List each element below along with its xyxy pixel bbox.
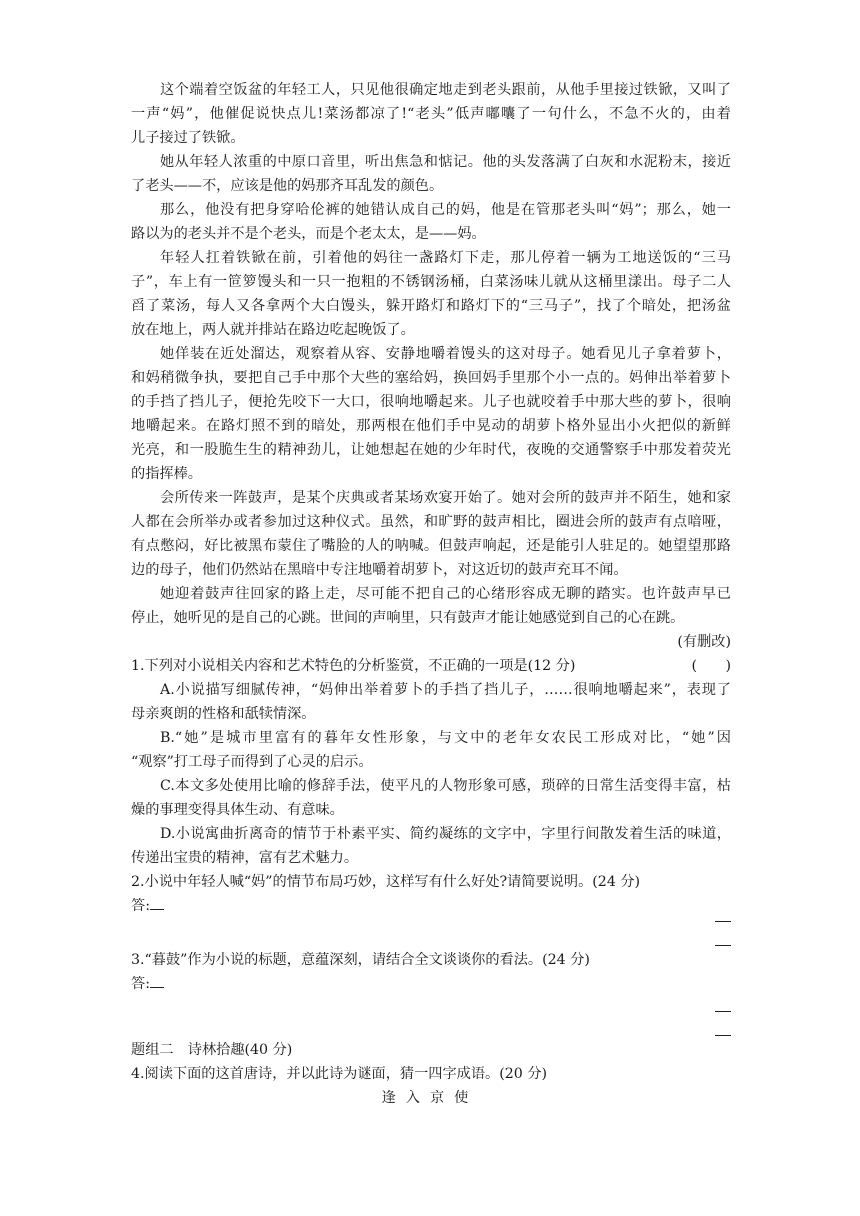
option-d-cont: 传递出宝贵的精神，富有艺术魅力。 bbox=[131, 850, 359, 866]
answer-line[interactable] bbox=[715, 999, 731, 1012]
story-line: 停止，她听见的是自己的心跳。世间的声响里，只有鼓声才能让她感觉到自己的心在跳。 bbox=[131, 610, 685, 626]
story-line: 的手挡了挡儿子，便抢先咬下一大口，很响地嚼起来。儿子也就咬着手中那大些的萝卜，很响 bbox=[131, 394, 731, 410]
story-line: 和妈稍微争执，要把自己手中那个大些的塞给妈，换回妈手里那个小一点的。妈伸出举着萝卜 bbox=[131, 370, 731, 386]
story-line: 有点憋闷，好比被黑布蒙住了嘴脸的人的呐喊。但鼓声响起，还是能引人驻足的。她望望那路 bbox=[131, 538, 731, 554]
option-a[interactable]: A.小说描写细腻传神，“妈伸出举着萝卜的手挡了挡儿子，……很响地嚼起来”，表现了 bbox=[160, 682, 731, 698]
story-line: 子”，车上有一笸箩馒头和一只一抱粗的不锈钢汤桶，白菜汤味儿就从这桶里漾出。母子二人 bbox=[131, 274, 731, 290]
story-line: 的指挥棒。 bbox=[131, 466, 202, 482]
option-a-cont: 母亲爽朗的性格和舐犊情深。 bbox=[131, 706, 316, 722]
question-1-text: 1.下列对小说相关内容和艺术特色的分析鉴赏，不正确的一项是(12 分) bbox=[131, 658, 576, 674]
option-b-cont: “观察”打工母子而得到了心灵的启示。 bbox=[131, 754, 373, 770]
answer-label: 答: bbox=[131, 898, 150, 914]
source-note: (有删改) bbox=[677, 634, 731, 650]
story-line: 她迎着鼓声往回家的路上走，尽可能不把自己的心绪形容成无聊的踏实。也许鼓声早已 bbox=[160, 586, 731, 602]
story-line: 那么，他没有把身穿哈伦裤的她错认成自己的妈，他是在管那老头叫“妈”；那么，她一 bbox=[160, 202, 731, 218]
story-line: 光亮，和一股脆生生的精神劲儿，让她想起在她的少年时代，夜晚的交通警察手中那发着荧光 bbox=[131, 442, 731, 458]
story-line: 路以为的老头并不是个老头，而是个老太太，是——妈。 bbox=[131, 226, 486, 242]
question-2-answer bbox=[131, 894, 731, 918]
option-b[interactable]: B.“她”是城市里富有的暮年女性形象，与文中的老年女农民工形成对比，“她”因 bbox=[160, 730, 731, 746]
story-line: 人都在会所举办或者参加过这种仪式。虽然，和旷野的鼓声相比，圈进会所的鼓声有点喑哑， bbox=[131, 514, 731, 530]
answer-blank[interactable] bbox=[150, 897, 164, 910]
story-line: 了老头——不，应该是他的妈那齐耳乱发的颜色。 bbox=[131, 178, 444, 194]
answer-line[interactable] bbox=[715, 933, 731, 946]
answer-blank[interactable] bbox=[150, 975, 164, 988]
answer-label: 答: bbox=[131, 976, 150, 992]
question-4-stem: 4.阅读下面的这首唐诗，并以此诗为谜面，猜一四字成语。(20 分) bbox=[131, 1066, 548, 1082]
story-line: 一声“妈”，他催促说快点儿!菜汤都凉了!“老头”低声嘟囔了一句什么，不急不火的，由着 bbox=[131, 106, 731, 122]
poem-title: 逢入京使 bbox=[381, 1090, 479, 1106]
option-d[interactable]: D.小说寓曲折离奇的情节于朴素平实、简约凝练的文字中，字里行间散发着生活的味道， bbox=[160, 826, 731, 842]
story-line: 地嚼起来。在路灯照不到的暗处，那两根在他们手中晃动的胡萝卜格外显出小火把似的新鲜 bbox=[131, 418, 731, 434]
answer-paren[interactable]: ( ) bbox=[691, 658, 731, 674]
story-line: 年轻人扛着铁锨在前，引着他的妈往一盏路灯下走，那儿停着一辆为工地送饭的“三马 bbox=[160, 250, 731, 266]
story-line: 儿子接过了铁锨。 bbox=[131, 130, 245, 146]
option-c-cont: 燥的事理变得具体生动、有意味。 bbox=[131, 802, 344, 818]
story-line: 舀了菜汤，每人又各拿两个大白馒头，躲开路灯和路灯下的“三马子”，找了个暗处，把汤盆 bbox=[131, 298, 731, 314]
group-2-heading: 题组二 诗林拾趣(40 分) bbox=[131, 1042, 293, 1058]
story-line: 她从年轻人浓重的中原口音里，听出焦急和惦记。他的头发落满了白灰和水泥粉末，接近 bbox=[160, 154, 731, 170]
story-line: 这个端着空饭盆的年轻工人，只见他很确定地走到老头跟前，从他手里接过铁锨，又叫了 bbox=[160, 82, 731, 98]
story-line: 放在地上，两人就并排站在路边吃起晚饭了。 bbox=[131, 322, 415, 338]
question-3-stem: 3.“暮鼓”作为小说的标题，意蕴深刻，请结合全文谈谈你的看法。(24 分) bbox=[131, 952, 590, 968]
story-line: 她佯装在近处溜达，观察着从容、安静地嚼着馒头的这对母子。她看见儿子拿着萝卜， bbox=[160, 346, 731, 362]
story-line: 边的母子，他们仍然站在黑暗中专注地嚼着胡萝卜，对这近切的鼓声充耳不闻。 bbox=[131, 562, 628, 578]
question-1-stem bbox=[131, 654, 731, 678]
story-line: 会所传来一阵鼓声，是某个庆典或者某场欢宴开始了。她对会所的鼓声并不陌生，她和家 bbox=[160, 490, 731, 506]
answer-line[interactable] bbox=[715, 1023, 731, 1036]
question-3-answer bbox=[131, 972, 731, 996]
question-2-stem: 2.小说中年轻人喊“妈”的情节布局巧妙，这样写有什么好处?请简要说明。(24 分) bbox=[131, 874, 641, 890]
answer-line[interactable] bbox=[715, 909, 731, 922]
option-c[interactable]: C.本文多处使用比喻的修辞手法，使平凡的人物形象可感，琐碎的日常生活变得丰富，枯 bbox=[160, 778, 731, 794]
